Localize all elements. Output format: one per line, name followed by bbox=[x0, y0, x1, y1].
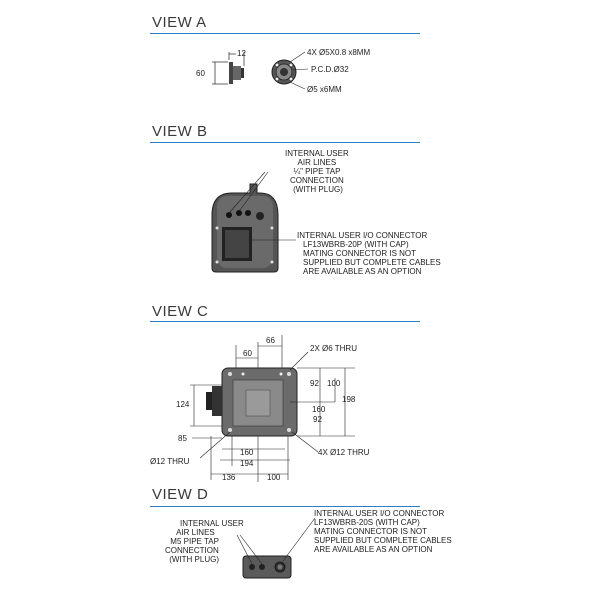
view-b-air-line-3: ¼" PIPE TAP bbox=[293, 167, 341, 176]
view-d-title: VIEW D bbox=[152, 486, 209, 503]
view-d-air-line-1: INTERNAL USER bbox=[180, 519, 244, 528]
view-b-air-line-2: AIR LINES bbox=[297, 158, 337, 167]
view-c-dim-198: 198 bbox=[342, 395, 356, 404]
view-d-air-line-5: (WITH PLUG) bbox=[169, 555, 219, 564]
view-c-dim-136: 136 bbox=[222, 473, 236, 482]
view-b-title: VIEW B bbox=[152, 123, 208, 140]
view-a-side-profile bbox=[229, 62, 244, 84]
view-a-pin-callout: Ø5 x6MM bbox=[307, 85, 342, 94]
view-d-drawing bbox=[165, 509, 454, 578]
view-c-top-holes-callout: 2X Ø6 THRU bbox=[310, 344, 357, 353]
view-a-pcd-callout: P.C.D.Ø32 bbox=[311, 65, 349, 74]
view-b-io-line-2: LF13WBRB-20P (WITH CAP) bbox=[303, 240, 409, 249]
view-c-dim-100-horizontal: 100 bbox=[267, 473, 281, 482]
view-c-drawing bbox=[150, 335, 370, 482]
view-d-io-line-4: SUPPLIED BUT COMPLETE CABLES bbox=[314, 536, 452, 545]
view-c-dim-124: 124 bbox=[176, 400, 190, 409]
view-b-io-line-1: INTERNAL USER I/O CONNECTOR bbox=[297, 231, 428, 240]
view-d-air-lines-callout bbox=[165, 519, 246, 564]
view-b-io-callout bbox=[297, 231, 443, 276]
view-c-bottom-holes-callout: 4X Ø12 THRU bbox=[318, 448, 370, 457]
view-b-drawing bbox=[212, 149, 443, 276]
view-c-dim-100: 100 bbox=[327, 379, 341, 388]
view-a-dim-width: 12 bbox=[237, 49, 246, 58]
view-b-air-line-5: (WITH PLUG) bbox=[293, 185, 343, 194]
view-d-air-line-3: M5 PIPE TAP bbox=[170, 537, 219, 546]
view-c-dim-92-upper: 92 bbox=[310, 379, 319, 388]
view-d-io-line-5: ARE AVAILABLE AS AN OPTION bbox=[314, 545, 433, 554]
view-c-dim-66: 66 bbox=[266, 336, 275, 345]
view-c-dim-85: 85 bbox=[178, 434, 187, 443]
view-c-dim-194: 194 bbox=[240, 459, 254, 468]
view-d-io-line-2: LF13WBRB-20S (WITH CAP) bbox=[314, 518, 420, 527]
view-b-air-line-4: CONNECTION bbox=[289, 176, 344, 185]
view-d-io-callout bbox=[314, 509, 454, 554]
view-b-air-lines-callout bbox=[285, 149, 351, 194]
view-b-io-line-3: MATING CONNECTOR IS NOT bbox=[303, 249, 416, 258]
view-c-dim-60: 60 bbox=[243, 349, 252, 358]
view-d-body bbox=[243, 556, 291, 578]
view-a-front-flange bbox=[272, 60, 296, 84]
view-c-dim-92-lower: 92 bbox=[313, 415, 322, 424]
view-a-drawing bbox=[196, 48, 370, 94]
view-c-dim-160-horizontal: 160 bbox=[240, 448, 254, 457]
view-c-dim-160-vertical: 160 bbox=[312, 405, 326, 414]
view-b-air-line-1: INTERNAL USER bbox=[285, 149, 349, 158]
view-b-body bbox=[212, 184, 278, 272]
view-a-title: VIEW A bbox=[152, 14, 207, 31]
view-c-title: VIEW C bbox=[152, 303, 209, 320]
view-c-left-hole-callout: Ø12 THRU bbox=[150, 457, 190, 466]
view-a-bolt-callout: 4X Ø5X0.8 x8MM bbox=[307, 48, 371, 57]
view-d-io-line-1: INTERNAL USER I/O CONNECTOR bbox=[314, 509, 445, 518]
view-d-air-line-2: AIR LINES bbox=[176, 528, 215, 537]
view-d-air-line-4: CONNECTION bbox=[164, 546, 219, 555]
view-a-dim-height: 60 bbox=[196, 69, 205, 78]
view-b-io-line-5: ARE AVAILABLE AS AN OPTION bbox=[303, 267, 422, 276]
view-d-io-line-3: MATING CONNECTOR IS NOT bbox=[314, 527, 427, 536]
view-b-io-line-4: SUPPLIED BUT COMPLETE CABLES bbox=[303, 258, 441, 267]
